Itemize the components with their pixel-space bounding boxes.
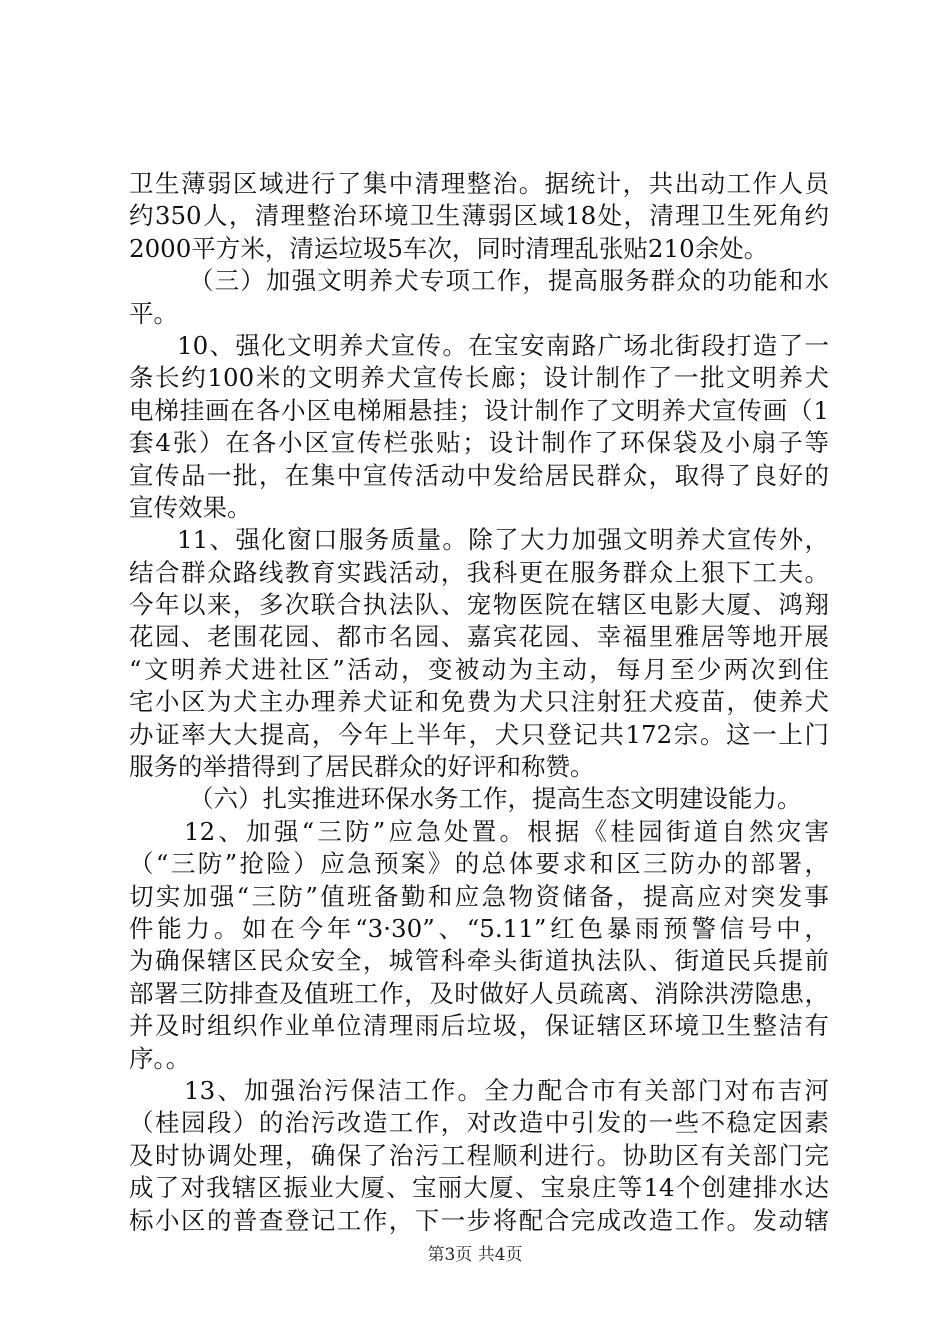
text-line: 宣传品一批，在集中宣传活动中发给居民群众，取得了良好的 xyxy=(129,460,829,490)
text-line: 为确保辖区民众安全，城管科牵头街道执法队、街道民兵提前 xyxy=(129,946,829,976)
text-line: 13、加强治污保洁工作。全力配合市有关部门对布吉河 xyxy=(184,1075,829,1105)
text-line: 服务的举措得到了居民群众的好评和称赞。 xyxy=(129,752,595,782)
text-line: 件能力。如在今年“3·30”、“5.11”红色暴雨预警信号中， xyxy=(129,913,829,943)
text-line: 条长约100米的文明养犬宣传长廊；设计制作了一批文明养犬 xyxy=(129,363,829,393)
text-line: 电梯挂画在各小区电梯厢悬挂；设计制作了文明养犬宣传画（1 xyxy=(129,395,829,425)
text-line: （“三防”抢险）应急预案》的总体要求和区三防办的部署， xyxy=(129,849,829,879)
text-line: 部署三防排查及值班工作，及时做好人员疏离、消除洪涝隐患， xyxy=(129,978,829,1008)
text-line: 今年以来，多次联合执法队、宠物医院在辖区电影大厦、鸿翔 xyxy=(129,590,829,620)
text-line: （六）扎实推进环保水务工作，提高生态文明建设能力。 xyxy=(189,784,802,814)
text-line: 并及时组织作业单位清理雨后垃圾，保证辖区环境卫生整洁有 xyxy=(129,1011,829,1041)
text-line: 套4张）在各小区宣传栏张贴；设计制作了环保袋及小扇子等 xyxy=(129,428,829,458)
text-line: 11、强化窗口服务质量。除了大力加强文明养犬宣传外， xyxy=(177,525,829,555)
text-line: 12、加强“三防”应急处置。根据《桂园街道自然灾害 xyxy=(184,816,829,846)
text-line: 花园、老围花园、都市名园、嘉宾花园、幸福里雅居等地开展 xyxy=(129,622,829,652)
text-line: 宅小区为犬主办理养犬证和免费为犬只注射狂犬疫苗，使养犬 xyxy=(129,687,829,717)
text-line: 切实加强“三防”值班备勤和应急物资储备，提高应对突发事 xyxy=(129,881,829,911)
text-line: 标小区的普查登记工作，下一步将配合完成改造工作。发动辖 xyxy=(129,1205,829,1235)
text-line: 办证率大大提高，今年上半年，犬只登记共172宗。这一上门 xyxy=(129,719,829,749)
text-line: 序。。 xyxy=(129,1043,191,1073)
text-line: 卫生薄弱区域进行了集中清理整治。据统计，共出动工作人员 xyxy=(129,169,829,198)
text-line: 2000平方米，清运垃圾5车次，同时清理乱张贴210余处。 xyxy=(129,233,769,263)
text-line: 平。 xyxy=(129,298,178,328)
page-footer: 第3页 共4页 xyxy=(427,1245,523,1265)
text-line: 成了对我辖区振业大厦、宝丽大厦、宝泉庄等14个创建排水达 xyxy=(129,1173,829,1203)
text-line: “文明养犬进社区”活动，变被动为主动，每月至少两次到住 xyxy=(129,654,829,684)
text-line: 10、强化文明养犬宣传。在宝安南路广场北街段打造了一 xyxy=(177,330,829,360)
text-line: 及时协调处理，确保了治污工程顺利进行。协助区有关部门完 xyxy=(129,1140,829,1170)
text-line: （桂园段）的治污改造工作，对改造中引发的一些不稳定因素 xyxy=(129,1108,829,1138)
text-line: 约350人，清理整治环境卫生薄弱区域18处，清理卫生死角约 xyxy=(129,201,829,231)
text-line: 结合群众路线教育实践活动，我科更在服务群众上狠下工夫。 xyxy=(129,557,829,587)
text-line: 宣传效果。 xyxy=(129,492,252,522)
document-body xyxy=(129,168,829,1237)
text-line: （三）加强文明养犬专项工作，提高服务群众的功能和水 xyxy=(189,266,829,296)
